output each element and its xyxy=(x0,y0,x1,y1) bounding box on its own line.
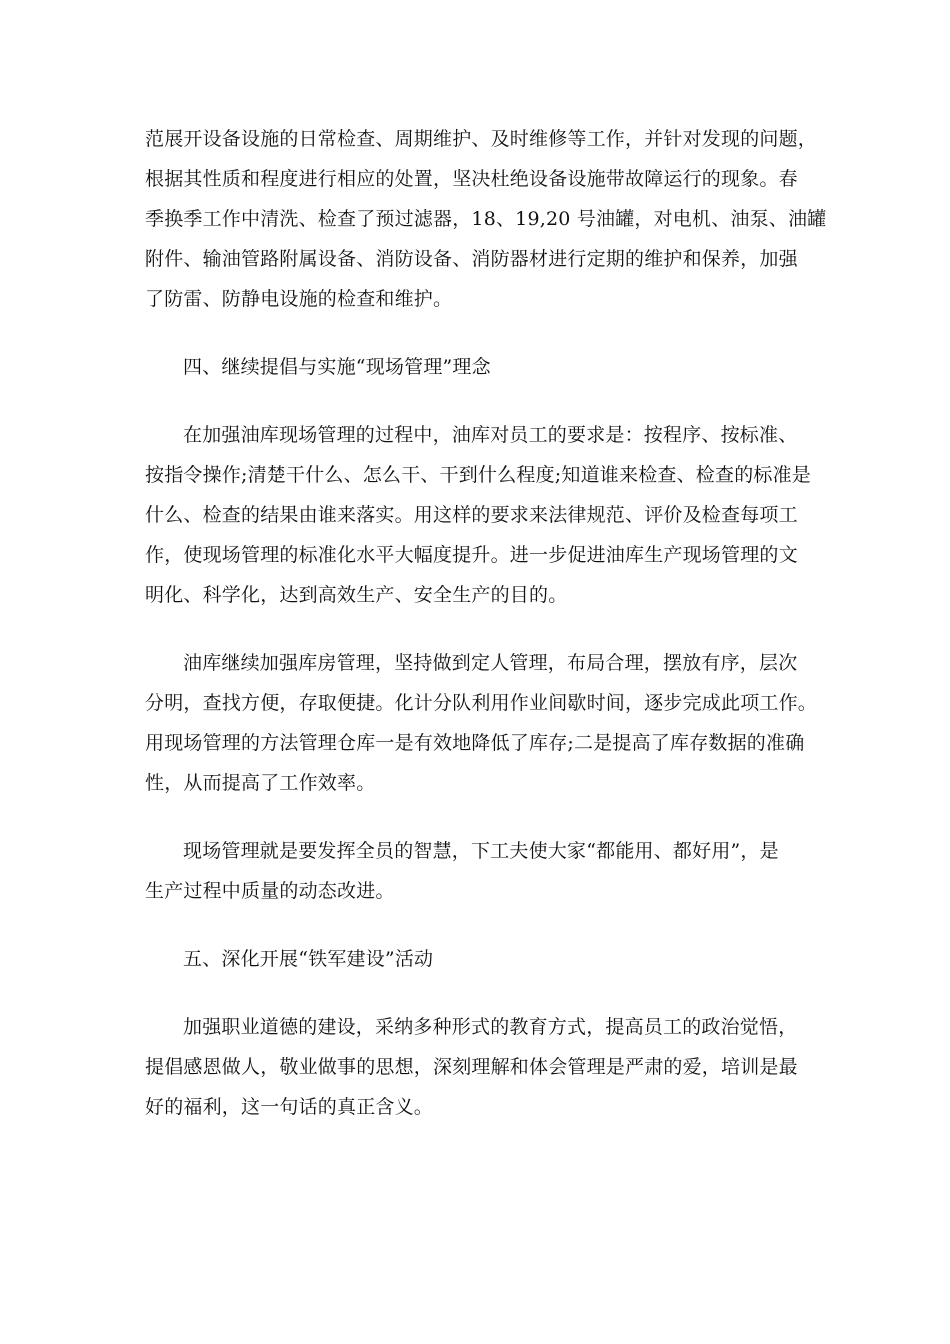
paragraph-gap xyxy=(145,803,807,831)
paragraph-gap xyxy=(145,979,807,1007)
paragraph-warehouse-management xyxy=(145,643,818,803)
document-body xyxy=(145,119,827,1127)
paragraph-gap xyxy=(145,387,807,415)
text-line: 范展开设备设施的日常检查、周期维护、及时维修等工作，并针对发现的问题， xyxy=(145,128,818,150)
text-line: 加强职业道德的建设，采纳多种形式的教育方式，提高员工的政治觉悟， xyxy=(183,1016,798,1038)
text-line: 什么、检查的结果由谁来落实。用这样的要求来法律规范、评价及检查每项工 xyxy=(145,504,798,526)
paragraph-site-management-requirements xyxy=(145,415,812,615)
text-line: 好的福利，这一句话的真正含义。 xyxy=(145,1096,434,1118)
text-line: 明化、科学化，达到高效生产、安全生产的目的。 xyxy=(145,584,568,606)
section-heading-four xyxy=(145,347,807,387)
text-line: 根据其性质和程度进行相应的处置，坚决杜绝设备设施带故障运行的现象。春 xyxy=(145,168,798,190)
text-line: 现场管理就是要发挥全员的智慧，下工夫使大家“都能用、都好用”，是 xyxy=(183,840,779,862)
paragraph-professional-ethics xyxy=(145,1007,807,1127)
text-line: 生产过程中质量的动态改进。 xyxy=(145,880,395,902)
paragraph-collective-wisdom xyxy=(145,831,807,911)
text-line: 在加强油库现场管理的过程中，油库对员工的要求是：按程序、按标准、 xyxy=(183,424,798,446)
text-line: 油库继续加强库房管理，坚持做到定人管理，布局合理，摆放有序，层次 xyxy=(183,652,798,674)
paragraph-gap xyxy=(145,319,807,347)
text-line: 分明，查找方便，存取便捷。化计分队利用作业间歇时间，逐步完成此项工作。 xyxy=(145,692,818,714)
paragraph-gap xyxy=(145,911,807,939)
paragraph-equipment-maintenance xyxy=(145,119,827,319)
text-line: 提倡感恩做人，敬业做事的思想，深刻理解和体会管理是严肃的爱，培训是最 xyxy=(145,1056,798,1078)
heading-text: 四、继续提倡与实施“现场管理”理念 xyxy=(183,356,491,378)
text-line: 附件、输油管路附属设备、消防设备、消防器材进行定期的维护和保养，加强 xyxy=(145,248,798,270)
text-line: 作，使现场管理的标准化水平大幅度提升。进一步促进油库生产现场管理的文 xyxy=(145,544,798,566)
text-line: 按指令操作;清楚干什么、怎么干、干到什么程度;知道谁来检查、检查的标准是 xyxy=(145,464,812,486)
text-line: 季换季工作中清洗、检查了预过滤器，18、19,20 号油罐，对电机、油泵、油罐 xyxy=(145,208,827,230)
heading-text: 五、深化开展“铁军建设”活动 xyxy=(183,948,434,970)
text-line: 了防雷、防静电设施的检查和维护。 xyxy=(145,288,453,310)
paragraph-gap xyxy=(145,615,807,643)
section-heading-five xyxy=(145,939,807,979)
text-line: 性，从而提高了工作效率。 xyxy=(145,772,376,794)
text-line: 用现场管理的方法管理仓库一是有效地降低了库存;二是提高了库存数据的准确 xyxy=(145,732,805,754)
